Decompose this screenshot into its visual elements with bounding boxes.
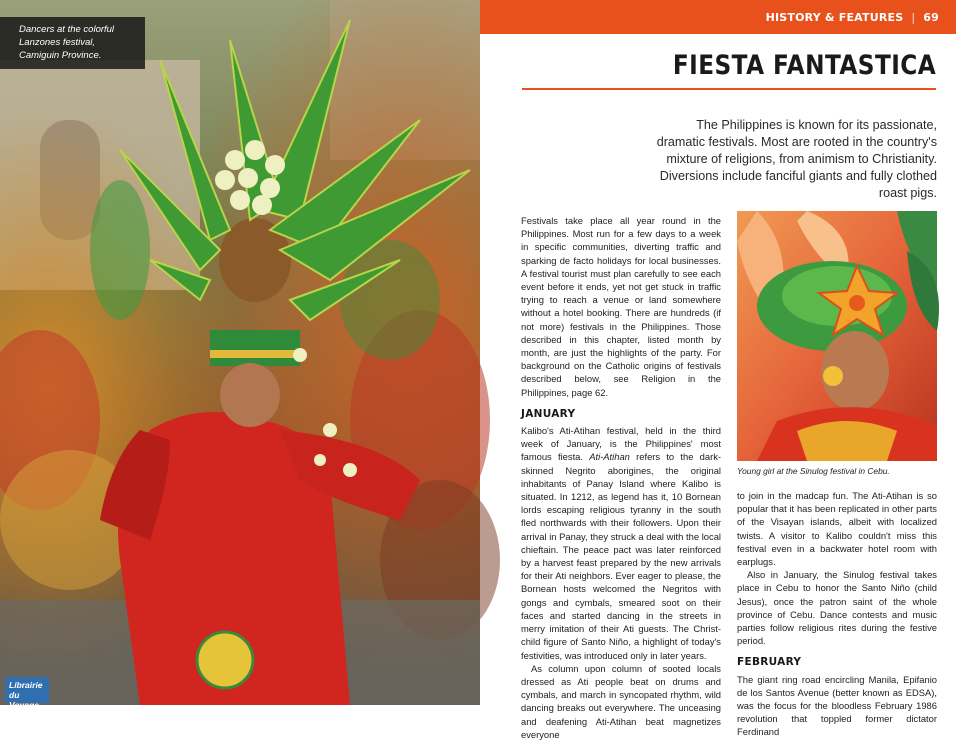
sinulog-girl-photo xyxy=(737,211,937,461)
festival-dancer-photo xyxy=(0,0,480,710)
body-paragraph: to join in the madcap fun. The Ati-Atihan is so popular that it has been replicated in other parts of the Visayan islands, albeit with localized twists. A visitor to Kalibo couldn't miss this festival even in a backwater hotel room with earplugs. xyxy=(737,490,937,568)
body-paragraph: Also in January, the Sinulog festival takes place in Cebu to honor the Santo Niño (child Jesus), once the patron saint of the whole province of Cebu. Dance contests and music parties follow religious rites during the festive period. xyxy=(737,569,937,647)
festival-name: Ati-Atihan xyxy=(589,451,630,463)
page-number: 69 xyxy=(923,10,939,24)
body-paragraph: The giant ring road encircling Manila, Epifanio de los Santos Avenue (better known as EDSA), was the focus for the bloodless February 1986 revolution that toppled former dictator Ferdinand xyxy=(737,673,937,738)
body-paragraph xyxy=(521,424,721,662)
article-page xyxy=(480,0,956,740)
body-text: Kalibo's Ati-Atihan festival, held in the third week of January, is the Philippines' most famous fiesta. xyxy=(521,425,721,463)
text-column-1 xyxy=(521,214,721,741)
article-intro: The Philippines is known for its passionate, dramatic festivals. Most are rooted in the country's mixture of religions, from animism to Christianity. Diversions include fanciful giants and fully clothed roast pigs. xyxy=(656,118,937,200)
running-header xyxy=(480,0,956,34)
body-text: refers to the dark-skinned Negrito aborigines, the original inhabitants of Panay Island where Kalibo is situated. In 1212, as legend has it, 10 Bornean lords escaping religious tyranny in the south fled northwards with their followers. Upon their arrival in Panay, they struck a deal with the local chieftain. The peace pact was later reinforced by a harvest feast prepared by the new arrivals for their Ati neighbors. Ever eager to please, the Bornean hosts welcomed the Negritos with gongs and cymbals, smeared soot on their faces and started dancing in the streets in merry imitation of their Ati guests. The Christ-child figure of Santo Niño, a highlight of today's festivities, was introduced only in later years. xyxy=(521,451,722,661)
section-heading-february: FEBRUARY xyxy=(737,656,802,669)
header-separator: | xyxy=(911,10,916,24)
photo-caption: Dancers at the colorful Lanzones festival, Camiguin Province. xyxy=(0,17,145,69)
title-rule xyxy=(522,88,936,90)
body-paragraph: Festivals take place all year round in the Philippines. Most run for a few days to a week in specific communities, diverting traffic and sparking de facto holidays for local businesses. A festival tourist must plan carefully to see each event before it ends, yet not get stuck in traffic trying to reach a venue or land somewhere without a hotel booking. There are hundreds (if not more) festivals in the Philippines. Those described in this chapter, listed month by month, are just the highlights of the party. For background on the Catholic origins of festivals described below, see Religion in the Philippines, page 62. xyxy=(521,215,721,398)
text-column-2 xyxy=(737,489,937,739)
bookstore-stamp: Librairie du Voyage xyxy=(5,677,49,703)
article-title: FIESTA FANTASTICA xyxy=(672,50,936,81)
section-heading-january: JANUARY xyxy=(521,407,576,420)
body-paragraph: As column upon column of sooted locals dressed as Ati people beat on drums and cymbals, and march in syncopated rhythm, wild dancing breaks out everywhere. The unceasing and deafening Ati-Atihan beat magnetizes everyone xyxy=(521,662,721,740)
inset-photo-caption: Young girl at the Sinulog festival in Cebu. xyxy=(737,466,890,476)
section-label: HISTORY & FEATURES xyxy=(765,10,904,24)
